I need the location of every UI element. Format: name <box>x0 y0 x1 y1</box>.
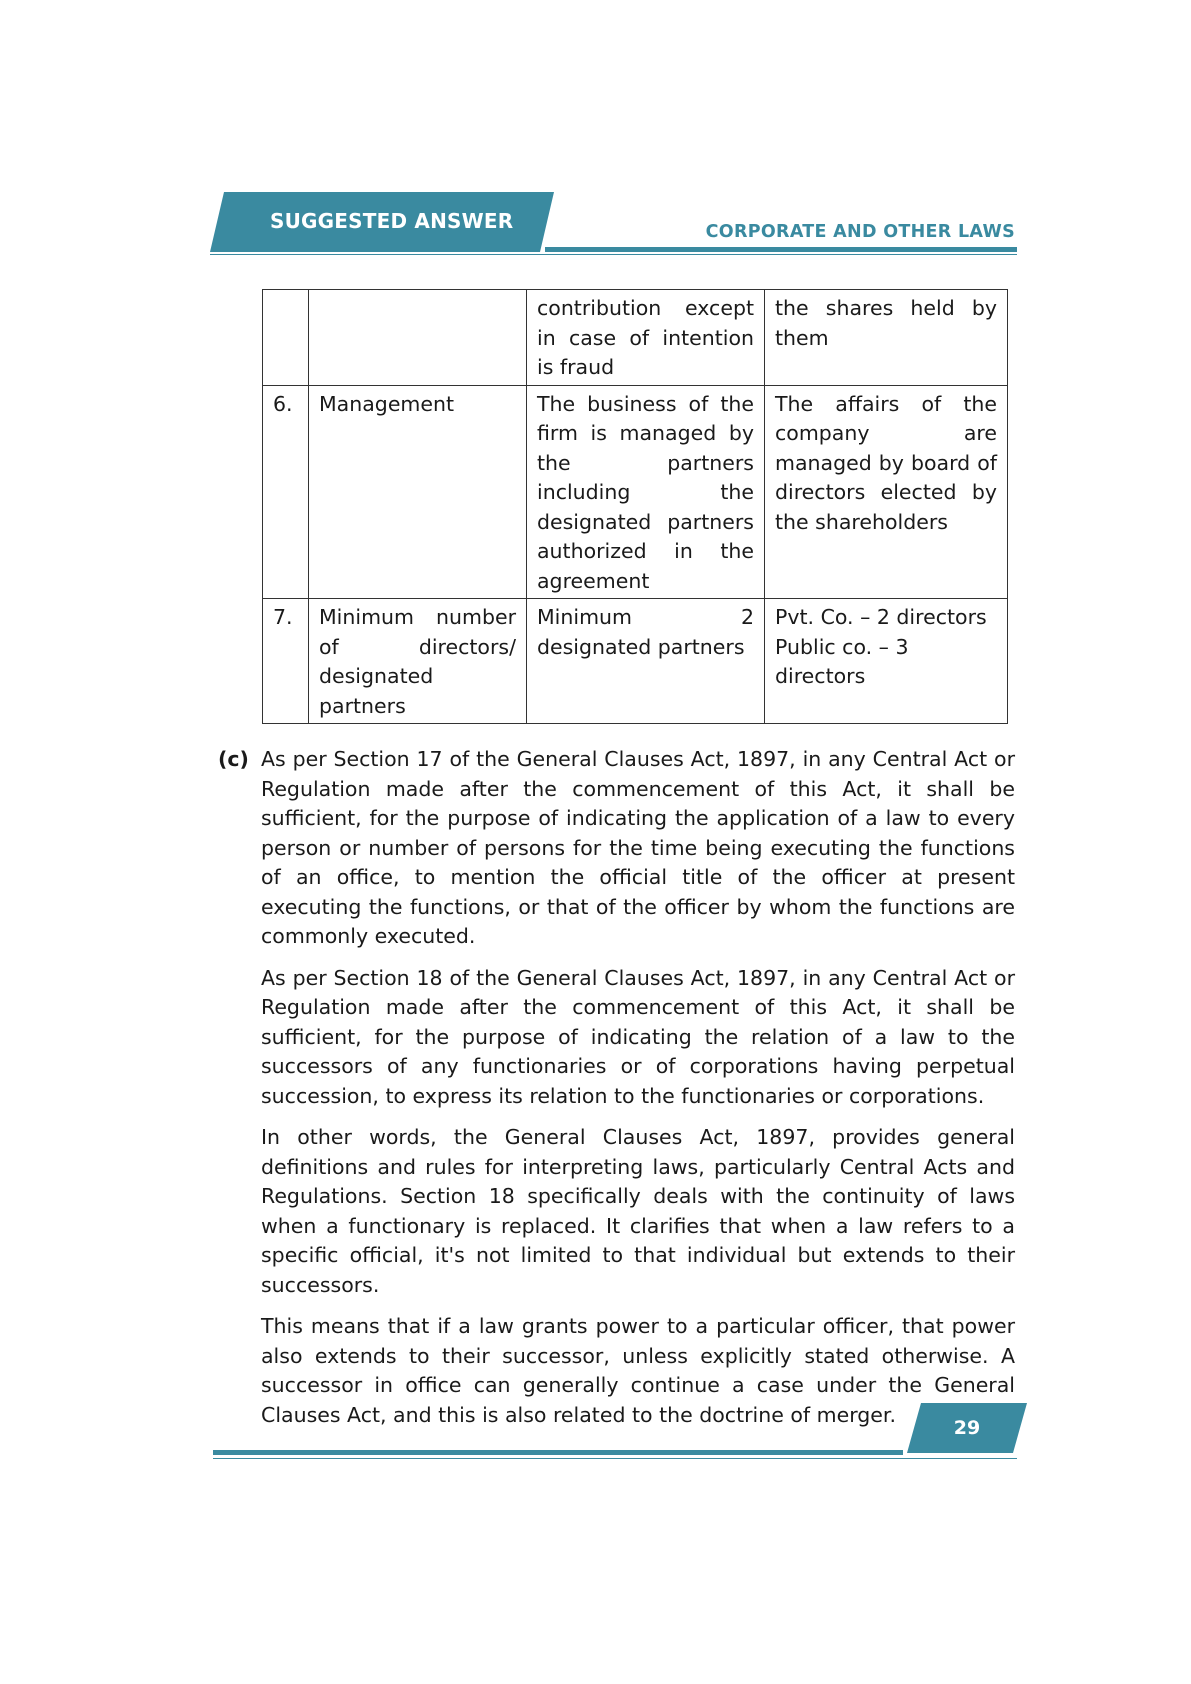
table-cell-llp: Minimum 2 designated partners <box>527 599 765 724</box>
table-cell-aspect <box>309 290 527 386</box>
table-cell-sno: 6. <box>263 385 309 599</box>
table-cell-company <box>765 599 1008 724</box>
section-label: (c) <box>218 747 249 771</box>
table-cell-llp: contribution except in case of intention is fraud <box>527 290 765 386</box>
header-subject: CORPORATE AND OTHER LAWS <box>705 222 1015 242</box>
table-cell-company: The affairs of the company are managed by board of directors elected by the shareholders <box>765 385 1008 599</box>
paragraph: This means that if a law grants power to a particular officer, that power also extends to their successor, unless explicitly stated otherwise. A successor in office can generally continue a case under the General Clauses Act, and this is also related to the doctrine of merger. <box>261 1314 1015 1427</box>
company-line-pvt: Pvt. Co. – 2 directors <box>775 605 987 629</box>
table-cell-llp: The business of the firm is managed by the partners including the designated partners authorized in the agreement <box>527 385 765 599</box>
page-number: 29 <box>953 1417 981 1439</box>
footer-rule-thin <box>213 1458 1017 1459</box>
footer-rule <box>213 1450 903 1455</box>
table-cell-sno: 7. <box>263 599 309 724</box>
table-cell-aspect: Management <box>309 385 527 599</box>
table-cell-sno <box>263 290 309 386</box>
paragraph: In other words, the General Clauses Act, 1897, provides general definitions and rules for interpreting laws, particularly Central Acts and Regulations. Section 18 specifically deals with the continuity of laws when a functionary is replaced. It clarifies that when a law refers to a specific official, it's not limited to that individual but extends to their successors. <box>261 1125 1015 1297</box>
table-cell-aspect: Minimum number of directors/ designated partners <box>309 599 527 724</box>
table-row <box>263 290 1008 386</box>
header-rule-thin <box>210 254 1017 255</box>
table-row <box>263 599 1008 724</box>
table-cell-company: the shares held by them <box>765 290 1008 386</box>
paragraph: As per Section 18 of the General Clauses Act, 1897, in any Central Act or Regulation made after the commencement of this Act, it shall be sufficient, for the purpose of indicating the relation of a law to the successors of any functionaries or of corporations having perpetual succession, to express its relation to the functionaries or corporations. <box>261 965 1015 1108</box>
table-row <box>263 385 1008 599</box>
comparison-table <box>262 289 1008 724</box>
company-line-public: Public co. – 3 directors <box>775 634 909 688</box>
section-c <box>218 745 1015 1442</box>
paragraph: As per Section 17 of the General Clauses Act, 1897, in any Central Act or Regulation made after the commencement of this Act, it shall be sufficient, for the purpose of indicating the application of a law to every person or number of persons for the time being executing the functions of an office, to mention the official title of the officer at present executing the functions, or that of the officer by whom the functions are commonly executed. <box>261 747 1015 948</box>
header-tab-label: SUGGESTED ANSWER <box>270 209 514 233</box>
header-rule <box>545 247 1017 252</box>
